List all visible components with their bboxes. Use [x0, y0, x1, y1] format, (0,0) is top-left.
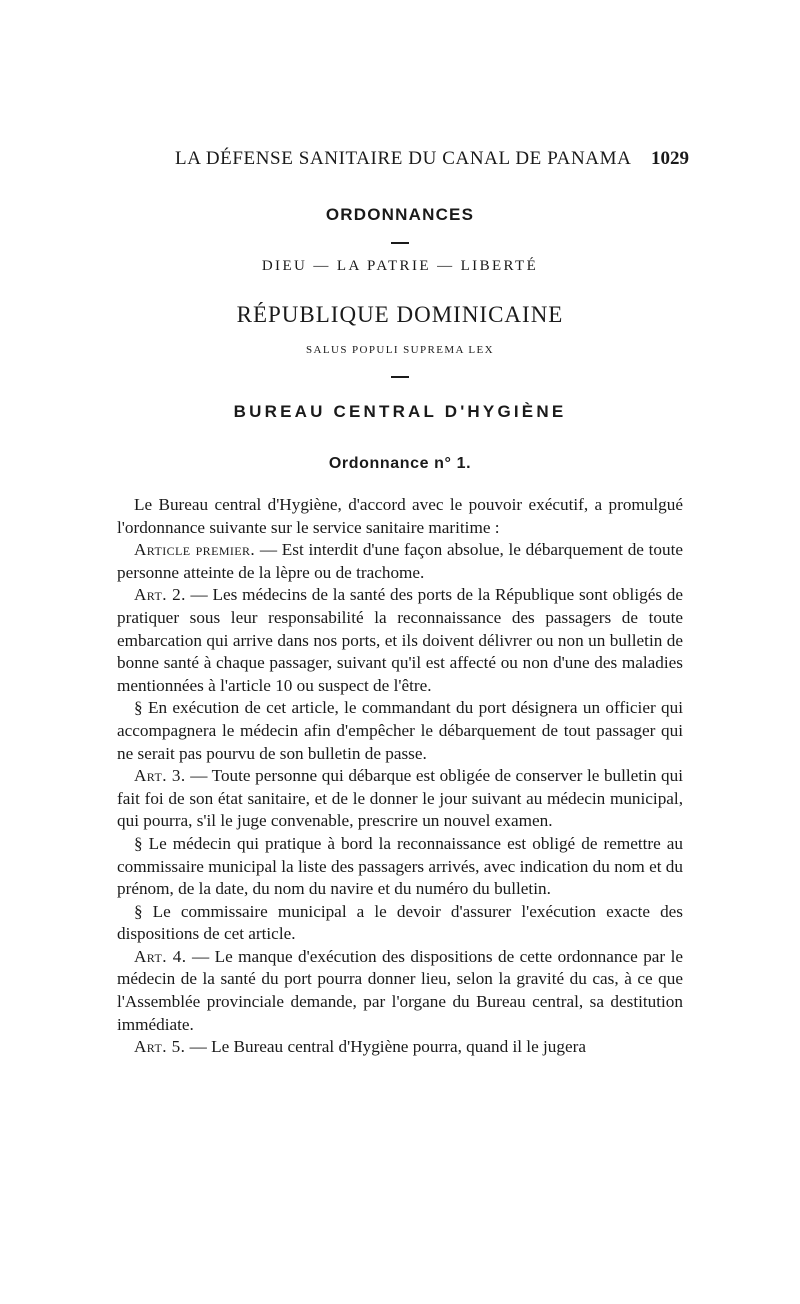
article-lead: Art. 4.: [134, 946, 187, 966]
paragraph-text: — Le manque d'exécution des dispositions de cette ordonnance par le médecin de la santé du port pourra donner lieu, selon la gravité du cas, à ce que l'Assemblée provinciale demande, par l'organe du Bureau central, sa destitution immédiate.: [117, 946, 684, 1034]
paragraph-text: § Le médecin qui pratique à bord la reconnaissance est obligé de remettre au commissaire municipal la liste des passagers arrivés, avec indication du nom et du prénom, de la date, du nom du navire et du numéro du bulletin.: [117, 833, 683, 899]
paragraph: [117, 946, 683, 1036]
paragraph: [117, 697, 683, 765]
country-heading: RÉPUBLIQUE DOMINICAINE: [236, 302, 564, 327]
running-header: [0, 148, 800, 172]
paragraph: [117, 833, 683, 901]
paragraph: [117, 539, 683, 584]
divider: [391, 242, 409, 244]
article-lead: Article premier.: [134, 540, 256, 560]
article-lead: Art. 3.: [134, 766, 186, 786]
paragraph-text: Le Bureau central d'Hygiène, d'accord avec le pouvoir exécutif, a promulgué l'ordonnance suivante sur le service sanitaire maritime :: [117, 495, 683, 537]
paragraph-text: — Toute personne qui débarque est obligée de conserver le bulletin qui fait foi de son état sanitaire, et de le donner le jour suivant au médecin municipal, qui pourra, s'il le juge convenable, prescrire un nouvel examen.: [117, 766, 684, 831]
paragraph-text: — Le Bureau central d'Hygiène pourra, quand il le jugera: [185, 1037, 586, 1057]
paragraph-text: § Le commissaire municipal a le devoir d'assurer l'exécution exacte des dispositions de cet article.: [117, 901, 683, 944]
paragraph: [117, 494, 683, 539]
paragraph: [117, 765, 683, 833]
paragraph-text: — Les médecins de la santé des ports de la République sont obligés de pratiquer sous leur responsabilité la reconnaissance des passagers de toute embarcation qui arrive dans nos ports, et ils doivent délivrer ou non un bulletin de bonne santé à chaque passager, suivant qu'il est affecté ou non d'une des maladies mentionnées à l'article 10 ou suspect de l'être.: [117, 585, 683, 695]
page-number: 1029: [651, 148, 689, 169]
ordinance-body: [117, 494, 683, 1059]
section-heading: ORDONNANCES: [325, 205, 475, 224]
national-motto: DIEU — LA PATRIE — LIBERTÉ: [261, 258, 539, 274]
paragraph-text: — Est interdit d'une façon absolue, le débarquement de toute personne atteinte de la lèpre ou de trachome.: [117, 540, 684, 582]
paragraph: [117, 584, 683, 697]
divider: [391, 376, 409, 378]
paragraph: [117, 901, 683, 946]
article-lead: Art. 5.: [134, 1037, 186, 1057]
article-lead: Art. 2.: [134, 585, 186, 605]
paragraph-text: § En exécution de cet article, le commandant du port désignera un officier qui accompagnera le médecin afin d'empêcher le débarquement de tout passager qui ne serait pas pourvu de son bulletin de passe.: [117, 698, 683, 763]
latin-motto: SALUS POPULI SUPREMA LEX: [306, 344, 494, 356]
paragraph: [117, 1036, 683, 1059]
bureau-heading: BUREAU CENTRAL D'HYGIÈNE: [233, 402, 567, 421]
running-title: LA DÉFENSE SANITAIRE DU CANAL DE PANAMA: [175, 148, 632, 169]
ordinance-number: Ordonnance n° 1.: [328, 455, 472, 472]
